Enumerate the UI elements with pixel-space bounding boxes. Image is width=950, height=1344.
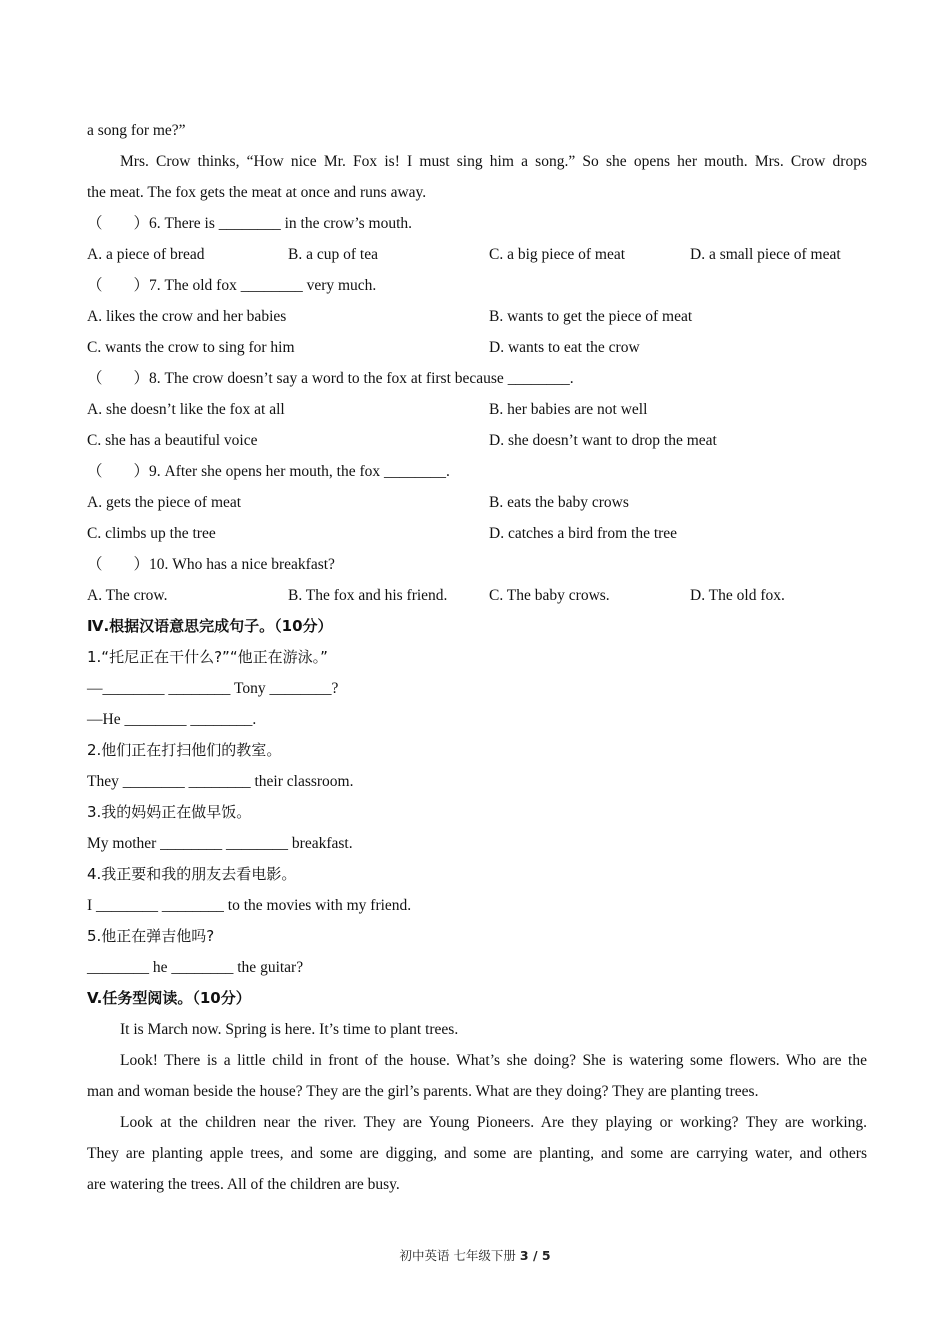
translation-answer: They ________ ________ their classroom. [87,773,354,790]
passage-line: man and woman beside the house? They are the girl’s parents. What are they doing? They are planting trees. [87,1083,759,1100]
translation-answer: My mother ________ ________ breakfast. [87,835,353,852]
option-b: B. a cup of tea [288,246,378,263]
story-line: Mrs. Crow thinks, “How nice Mr. Fox is! I must sing him a song.” So she opens her mouth. Mrs. Crow drops [120,153,867,170]
footer-text: 初中英语 七年级下册 [399,1248,520,1263]
option-a: A. a piece of bread [87,246,205,263]
translation-prompt: 1.“托尼正在干什么?”“他正在游泳。” [87,648,328,666]
option-a: A. The crow. [87,587,168,604]
question-options [87,332,867,363]
question-options [87,487,867,518]
passage-line: Look at the children near the river. They are Young Pioneers. Are they playing or working? They are working. [120,1114,867,1131]
option-a: A. she doesn’t like the fox at all [87,401,285,418]
option-d: D. catches a bird from the tree [489,525,678,542]
section-heading: V.任务型阅读。（10分） [87,989,251,1007]
option-c: C. she has a beautiful voice [87,432,258,449]
translation-prompt: 3.我的妈妈正在做早饭。 [87,803,252,821]
question-stem: （ ）6. There is ________ in the crow’s mouth. [87,215,413,232]
question-stem: （ ）9. After she opens her mouth, the fox ________. [87,463,450,480]
question-options [87,518,867,549]
option-c: C. a big piece of meat [489,246,626,263]
question-options [87,239,867,270]
option-a: A. gets the piece of meat [87,494,242,511]
question-stem: （ ）10. Who has a nice breakfast? [87,556,335,573]
option-a: A. likes the crow and her babies [87,308,287,325]
option-b: B. The fox and his friend. [288,587,448,604]
option-c: C. climbs up the tree [87,525,216,542]
translation-answer: I ________ ________ to the movies with my friend. [87,897,412,914]
passage-line: It is March now. Spring is here. It’s time to plant trees. [120,1021,459,1038]
translation-prompt: 5.他正在弹吉他吗? [87,927,215,945]
question-options [87,425,867,456]
translation-prompt: 2.他们正在打扫他们的教室。 [87,741,282,759]
page-footer [0,1246,950,1264]
document-page [87,115,867,1200]
story-line: the meat. The fox gets the meat at once and runs away. [87,184,427,201]
option-d: D. a small piece of meat [690,246,841,263]
page-number: 3 / 5 [519,1248,551,1263]
passage-line: They are planting apple trees, and some are digging, and some are planting, and some are carrying water, and others [87,1145,867,1162]
question-options [87,394,867,425]
option-d: D. she doesn’t want to drop the meat [489,432,717,449]
passage-line: Look! There is a little child in front of the house. What’s she doing? She is watering some flowers. Who are the [120,1052,867,1069]
option-c: C. The baby crows. [489,587,610,604]
option-b: B. wants to get the piece of meat [489,308,693,325]
option-d: D. wants to eat the crow [489,339,640,356]
story-line: a song for me?” [87,122,186,139]
translation-answer: —He ________ ________. [87,711,257,728]
translation-answer: —________ ________ Tony ________? [87,680,339,697]
option-d: D. The old fox. [690,587,785,604]
option-b: B. eats the baby crows [489,494,629,511]
option-b: B. her babies are not well [489,401,648,418]
section-heading: Ⅳ.根据汉语意思完成句子。（10分） [87,617,333,635]
question-options [87,301,867,332]
question-stem: （ ）8. The crow doesn’t say a word to the fox at first because ________. [87,370,574,387]
translation-answer: ________ he ________ the guitar? [87,959,304,976]
translation-prompt: 4.我正要和我的朋友去看电影。 [87,865,297,883]
question-options [87,580,867,611]
question-stem: （ ）7. The old fox ________ very much. [87,277,377,294]
passage-line: are watering the trees. All of the children are busy. [87,1176,400,1193]
option-c: C. wants the crow to sing for him [87,339,295,356]
